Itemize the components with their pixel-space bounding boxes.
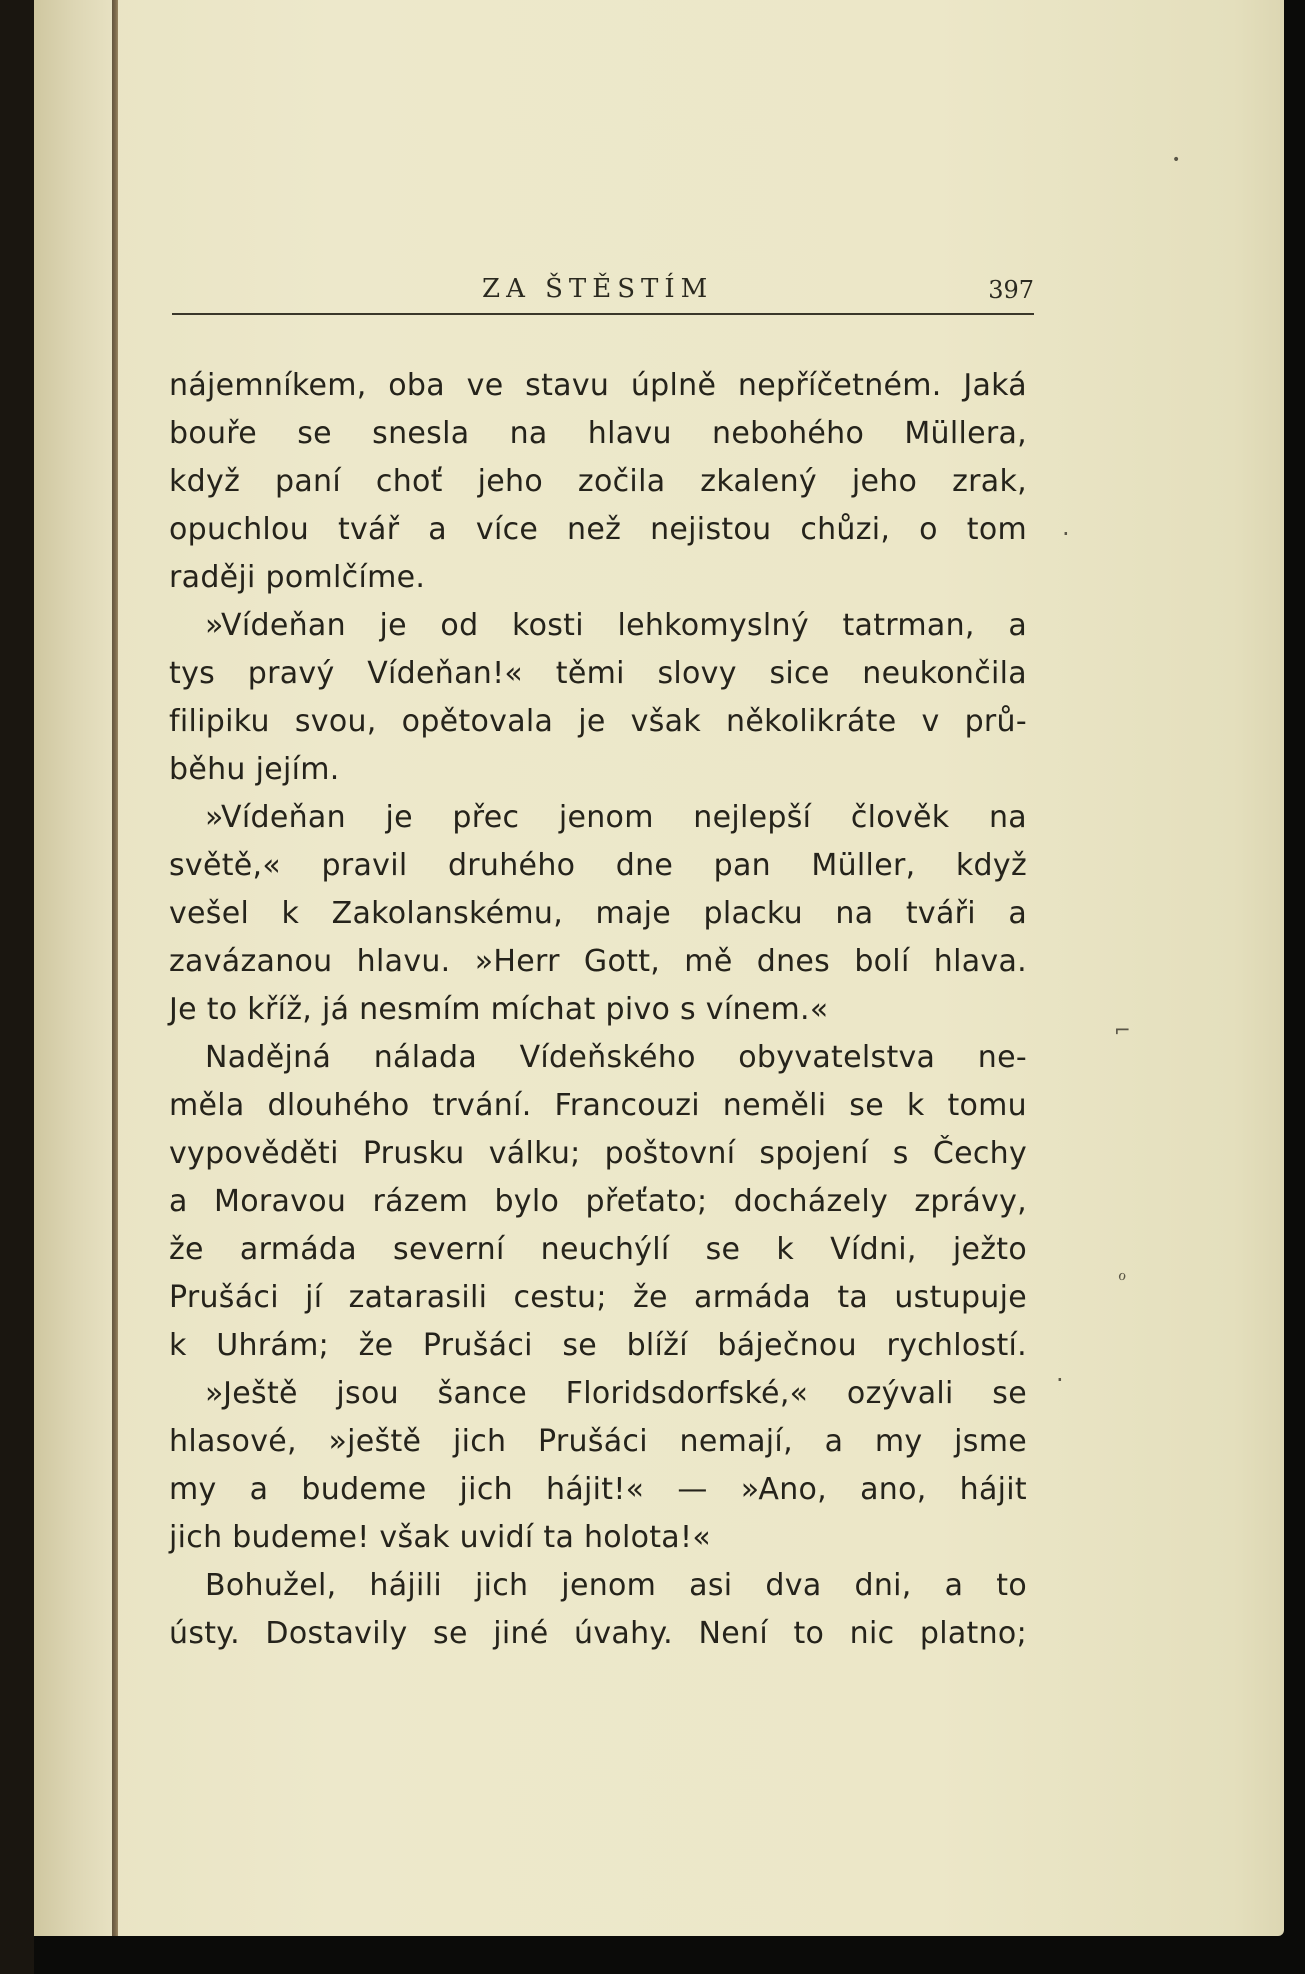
margin-tick: ⌐ xyxy=(1114,1018,1131,1042)
text-line: bouře se snesla na hlavu nebohého Müllera, xyxy=(169,416,1027,451)
text-line: k Uhrám; že Prušáci se blíží báječnou rychlostí. xyxy=(169,1328,1027,1363)
scan-bottom-edge xyxy=(34,1936,1305,1974)
text-line: a Moravou rázem bylo přeťato; docházely zprávy, xyxy=(169,1184,1027,1219)
text-line: Nadějná nálada Vídeňského obyvatelstva ne- xyxy=(205,1040,1027,1075)
text-line: filipiku svou, opětovala je však několikráte v prů- xyxy=(169,704,1027,739)
text-line: hlasové, »ještě jich Prušáci nemají, a my jsme xyxy=(169,1424,1027,1459)
text-line: ústy. Dostavily se jiné úvahy. Není to nic platno; xyxy=(169,1616,1027,1651)
margin-smudge: ℴ xyxy=(1118,1264,1127,1285)
body-text xyxy=(169,362,1027,1658)
margin-speck: • xyxy=(1172,152,1181,168)
text-line: Je to kříž, já nesmím míchat pivo s vínem.« xyxy=(169,992,829,1027)
text-line: když paní choť jeho zočila zkalený jeho zrak, xyxy=(169,464,1027,499)
text-line: světě,« pravil druhého dne pan Müller, když xyxy=(169,848,1027,883)
text-line: »Vídeňan je přec jenom nejlepší člověk na xyxy=(205,800,1027,835)
text-line: měla dlouhého trvání. Francouzi neměli se k tomu xyxy=(169,1088,1027,1123)
scan-left-edge xyxy=(0,0,36,1974)
text-line: zavázanou hlavu. »Herr Gott, mě dnes bolí hlava. xyxy=(169,944,1027,979)
text-line: »Ještě jsou šance Floridsdorfské,« ozývali se xyxy=(205,1376,1027,1411)
margin-dot: · xyxy=(1056,1366,1064,1394)
text-line: Bohužel, hájili jich jenom asi dva dni, a to xyxy=(205,1568,1027,1603)
text-line: my a budeme jich hájit!« — »Ano, ano, hájit xyxy=(169,1472,1027,1507)
text-line: tys pravý Vídeňan!« těmi slovy sice neukončila xyxy=(169,656,1027,691)
text-line: jich budeme! však uvidí ta holota!« xyxy=(169,1520,711,1555)
text-line: vypověděti Prusku válku; poštovní spojení s Čechy xyxy=(169,1136,1027,1171)
text-line: že armáda severní neuchýlí se k Vídni, ježto xyxy=(169,1232,1027,1267)
text-line: vešel k Zakolanskému, maje placku na tváři a xyxy=(169,896,1027,931)
running-title: ZA ŠTĚSTÍM xyxy=(482,274,714,304)
text-line: nájemníkem, oba ve stavu úplně nepříčetném. Jaká xyxy=(169,368,1027,403)
binding-line xyxy=(112,0,118,1936)
text-line: »Vídeňan je od kosti lehkomyslný tatrman, a xyxy=(205,608,1027,643)
binding-strip xyxy=(34,0,112,1936)
text-line: běhu jejím. xyxy=(169,752,340,787)
page-number: 397 xyxy=(988,276,1034,304)
text-line: raději pomlčíme. xyxy=(169,560,426,595)
header-rule xyxy=(172,313,1034,315)
text-line: opuchlou tvář a více než nejistou chůzi, o tom xyxy=(169,512,1027,547)
text-line: Prušáci jí zatarasili cestu; že armáda ta ustupuje xyxy=(169,1280,1027,1315)
margin-dot: · xyxy=(1062,520,1070,548)
